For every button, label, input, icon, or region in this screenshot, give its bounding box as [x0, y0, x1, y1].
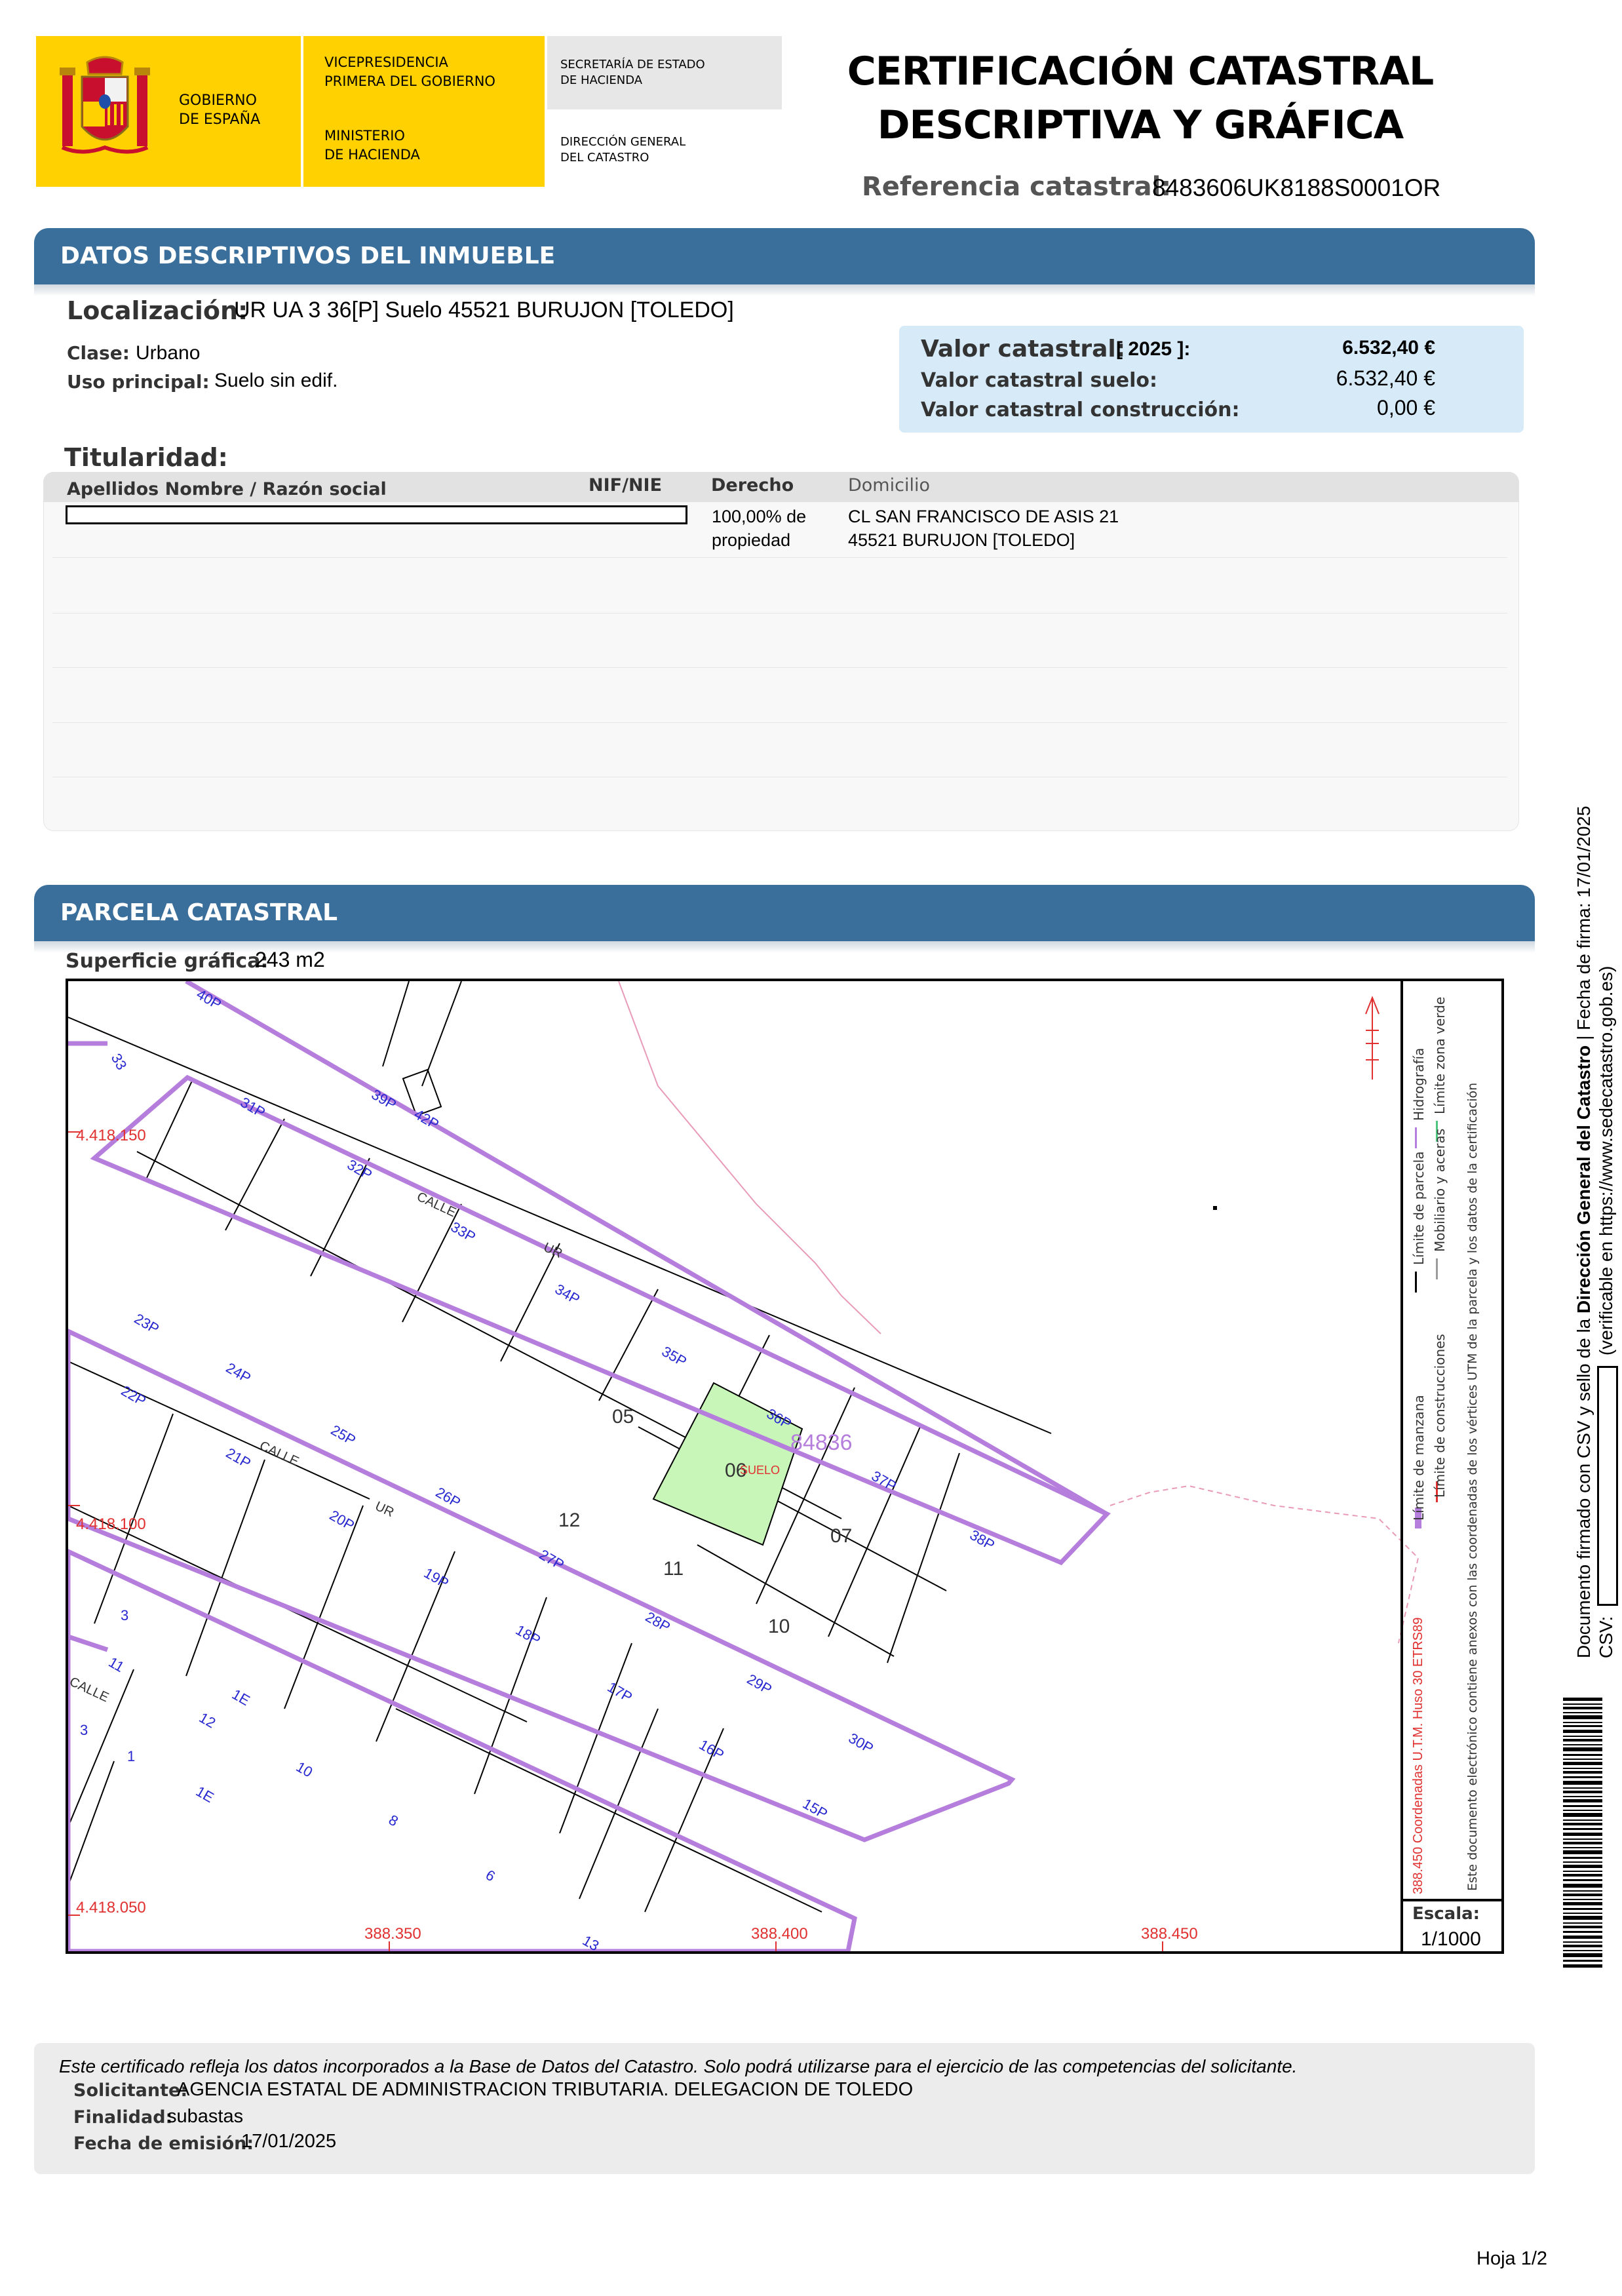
- map-legend: [1403, 983, 1501, 1894]
- coords-note: 388.450 Coordenadas U.T.M. Huso 30 ETRS89: [1411, 1617, 1425, 1894]
- lot-label: 05: [612, 1406, 634, 1428]
- blue-label: 1: [127, 1748, 136, 1764]
- solicitante-label: Solicitante:: [73, 2080, 188, 2101]
- footer-notice: Este certificado refleja los datos incorporados a la Base de Datos del Catastro. Solo podrá utilizarse para el ejercicio de las competencias del solicitante.: [59, 2056, 1298, 2076]
- coord-y-label: 4.418.100: [76, 1515, 146, 1533]
- street-label: CALLE: [414, 1189, 459, 1220]
- parcel-id-label: 84836: [790, 1430, 853, 1455]
- redacted-name-field: [66, 505, 687, 524]
- blue-label: 42P: [411, 1105, 442, 1133]
- legend-mobiliario: Mobiliario y aceras: [1432, 1128, 1448, 1252]
- escala-divider: [1403, 1899, 1504, 1901]
- finalidad-value: subastas: [167, 2106, 244, 2127]
- lot-label: 10: [768, 1616, 790, 1637]
- uso-principal-label: Uso principal:: [67, 371, 210, 393]
- direccion-general-label: DIRECCIÓN GENERAL DEL CATASTRO: [560, 135, 686, 165]
- lot-label: 07: [830, 1525, 853, 1547]
- blue-label: 29P: [744, 1670, 775, 1698]
- gov-name: GOBIERNO DE ESPAÑA: [179, 92, 261, 128]
- blue-label: 24P: [223, 1359, 254, 1387]
- secretaria-label: SECRETARÍA DE ESTADO DE HACIENDA: [560, 58, 705, 87]
- table-row-divider: [52, 722, 1507, 723]
- localizacion-value: UR UA 3 36[P] Suelo 45521 BURUJON [TOLEDO]: [234, 298, 734, 322]
- gobierno-logo-block: [36, 36, 750, 187]
- uso-principal-value: Suelo sin edif.: [214, 370, 338, 391]
- referencia-catastral-label: Referencia catastral:: [862, 172, 1172, 202]
- col-derecho-header: Derecho: [711, 475, 794, 496]
- finalidad-label: Finalidad:: [73, 2107, 173, 2128]
- col-nombre-header: Apellidos Nombre / Razón social: [67, 479, 387, 499]
- blue-label: 11: [106, 1654, 127, 1676]
- vicepresidencia-label: VICEPRESIDENCIA PRIMERA DEL GOBIERNO: [324, 54, 495, 89]
- blue-label: 32P: [344, 1156, 376, 1184]
- valor-catastral-year: [ 2025 ]:: [1116, 338, 1191, 360]
- fecha-emision-value: 17/01/2025: [241, 2131, 337, 2152]
- escala-value: 1/1000: [1421, 1928, 1481, 1950]
- section-bar-shadow: [34, 284, 1535, 296]
- superficie-label: Superficie gráfica:: [66, 950, 269, 973]
- titularidad-label: Titularidad:: [64, 443, 228, 472]
- valor-construccion-value: 0,00 €: [1377, 396, 1435, 419]
- blue-label: 10: [293, 1758, 316, 1781]
- parcel-tag-label: SUELO: [740, 1464, 781, 1477]
- blue-label: 35P: [659, 1342, 690, 1371]
- blue-label: 31P: [237, 1093, 269, 1121]
- blue-label: 15P: [800, 1795, 831, 1823]
- blue-label: 18P: [512, 1621, 544, 1649]
- coord-x-label: 388.450: [1141, 1925, 1198, 1943]
- blue-label: 36P: [763, 1405, 795, 1433]
- blue-label: 22P: [118, 1382, 149, 1410]
- csv-signature-text: [1573, 701, 1622, 1658]
- blue-label: 13: [579, 1932, 602, 1955]
- street-label: CALLE: [257, 1438, 301, 1469]
- valor-suelo-value: 6.532,40 €: [1336, 366, 1435, 390]
- blue-label: 39P: [368, 1085, 400, 1114]
- blue-label: 34P: [552, 1280, 583, 1308]
- localizacion-label: Localización:: [67, 296, 248, 325]
- derecho-value: 100,00% de propiedad: [712, 507, 807, 550]
- valor-suelo-label: Valor catastral suelo:: [921, 369, 1157, 392]
- legend-hidrografia: Hidrografía: [1411, 1047, 1427, 1121]
- legend-manzana: Límite de manzana: [1411, 1395, 1427, 1521]
- blue-label: 27P: [536, 1546, 568, 1574]
- csv-label: CSV:: [1596, 1616, 1616, 1658]
- blue-label: 3: [121, 1607, 129, 1624]
- valor-catastral-label: Valor catastral:: [921, 336, 1126, 362]
- blue-label: 38P: [967, 1526, 998, 1554]
- legend-zona-verde: Límite zona verde: [1432, 996, 1448, 1114]
- page-number: Hoja 1/2: [1477, 2248, 1548, 2269]
- document-title: CERTIFICACIÓN CATASTRAL DESCRIPTIVA Y GRÁFICA: [847, 49, 1434, 148]
- blue-label: 23P: [131, 1310, 163, 1338]
- barcode-icon: [1563, 1698, 1602, 1970]
- blue-label: 33: [107, 1050, 130, 1073]
- col-domicilio-header: Domicilio: [848, 475, 930, 496]
- blue-label: 16P: [696, 1736, 727, 1764]
- blue-label: 33P: [448, 1218, 479, 1246]
- blue-label: 40P: [193, 985, 225, 1013]
- street-label: CALLE: [67, 1674, 111, 1705]
- coord-y-label: 4.418.150: [76, 1127, 146, 1144]
- lot-label: 11: [663, 1558, 684, 1580]
- section-bar-datos: DATOS DESCRIPTIVOS DEL INMUEBLE: [34, 228, 1535, 284]
- redacted-csv-field: [1597, 1366, 1618, 1606]
- coord-x-label: 388.350: [364, 1925, 421, 1943]
- section-bar-parcela: PARCELA CATASTRAL: [34, 885, 1535, 941]
- legend-note: Este documento electrónico contiene anexos con las coordenadas de los vértices UTM de la parcela y los datos de la certificación: [1465, 1082, 1480, 1891]
- legend-parcela: Límite de parcela: [1411, 1151, 1427, 1265]
- referencia-catastral-value: 8483606UK8188S0001OR: [1152, 174, 1441, 201]
- ministerio-label: MINISTERIO DE HACIENDA: [324, 128, 420, 163]
- csv-line1-bold: Dirección General del Catastro: [1574, 1045, 1594, 1313]
- blue-label: 12: [196, 1709, 219, 1732]
- spain-coat-of-arms-icon: [56, 54, 154, 169]
- street-label: UR: [541, 1239, 565, 1262]
- valor-catastral-value: 6.532,40 €: [1342, 337, 1435, 359]
- blue-label: 6: [482, 1866, 498, 1885]
- legend-construcciones: Límite de construcciones: [1432, 1334, 1448, 1498]
- blue-label: 1E: [229, 1686, 253, 1709]
- blue-label: 17P: [604, 1678, 636, 1706]
- blue-label: 28P: [642, 1608, 674, 1636]
- blue-label: 20P: [326, 1506, 358, 1534]
- fecha-emision-label: Fecha de emisión:: [73, 2133, 254, 2154]
- col-nif-header: NIF/NIE: [589, 475, 663, 496]
- valor-construccion-label: Valor catastral construcción:: [921, 399, 1240, 421]
- clase-value: Urbano: [136, 342, 201, 364]
- blue-label: 37P: [868, 1467, 900, 1495]
- csv-line1-suffix: | Fecha de firma: 17/01/2025: [1574, 806, 1594, 1045]
- street-label: UR: [372, 1498, 396, 1521]
- solicitante-value: AGENCIA ESTATAL DE ADMINISTRACION TRIBUTARIA. DELEGACION DE TOLEDO: [177, 2079, 914, 2100]
- blue-label: 21P: [223, 1444, 254, 1472]
- clase-label: Clase:: [67, 342, 130, 364]
- csv-line1-prefix: Documento firmado con CSV y sello de la: [1574, 1313, 1594, 1658]
- lot-label: 12: [558, 1509, 581, 1531]
- blue-label: 3: [80, 1722, 88, 1738]
- escala-label: Escala:: [1412, 1904, 1480, 1924]
- superficie-value: 243 m2: [255, 948, 325, 971]
- blue-label: 30P: [845, 1729, 877, 1757]
- blue-label: 19P: [421, 1564, 452, 1592]
- cadastral-map[interactable]: [66, 979, 1504, 1954]
- parcel-number-labels: [68, 981, 1464, 1955]
- csv-verification-url: (verificable en https://www.sedecatastro.gob.es): [1596, 965, 1616, 1356]
- coord-y-label: 4.418.050: [76, 1899, 146, 1917]
- coord-x-label: 388.400: [751, 1925, 808, 1943]
- parcel-number-label: 06: [725, 1460, 747, 1481]
- blue-label: 8: [385, 1811, 401, 1830]
- blue-label: 25P: [328, 1421, 359, 1449]
- table-row-divider: [52, 667, 1507, 668]
- table-row-divider: [52, 557, 1507, 558]
- blue-label: 26P: [433, 1483, 464, 1511]
- blue-label: 1E: [193, 1783, 217, 1806]
- domicilio-value: CL SAN FRANCISCO DE ASIS 21 45521 BURUJON [TOLEDO]: [848, 507, 1119, 550]
